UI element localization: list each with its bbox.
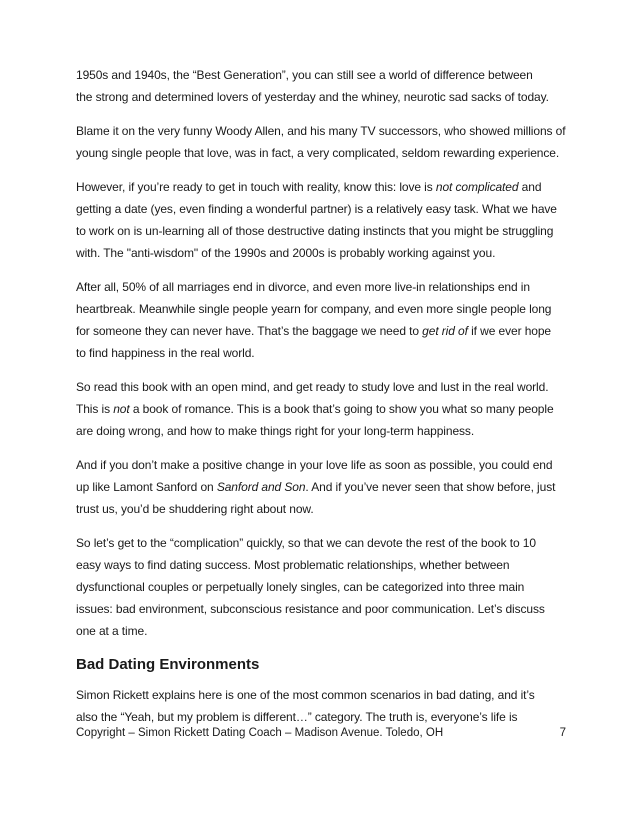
text-run: dysfunctional couples or perpetually lonely singles, can be categorized into three main xyxy=(76,580,525,594)
italic-text: not complicated xyxy=(435,180,519,194)
text-line xyxy=(76,242,566,264)
text-run: So let’s get to the “complication” quickly, so that we can devote the rest of the book to 10 xyxy=(76,536,536,550)
text-run: to work on is un-learning all of those destructive dating instincts that you might be struggling xyxy=(76,224,554,238)
paragraph xyxy=(76,176,566,264)
text-line xyxy=(76,620,566,642)
italic-text: get rid of xyxy=(422,324,468,338)
text-line xyxy=(76,342,566,364)
text-line xyxy=(76,376,566,398)
text-run: easy ways to find dating success. Most problematic relationships, whether between xyxy=(76,558,510,572)
footer-copyright: Copyright – Simon Rickett Dating Coach – Madison Avenue. Toledo, OH xyxy=(76,727,444,739)
text-run: with. The "anti-wisdom" of the 1990s and 2000s is probably working against you. xyxy=(76,246,496,260)
text-run: up like Lamont Sanford on xyxy=(76,480,217,494)
paragraph xyxy=(76,532,566,642)
text-line xyxy=(76,86,566,108)
paragraph-group-after-heading xyxy=(76,684,566,728)
text-run: getting a date (yes, even finding a wonderful partner) is a relatively easy task. What we have xyxy=(76,202,557,216)
text-line xyxy=(76,576,566,598)
text-run: issues: bad environment, subconscious resistance and poor communication. Let’s discuss xyxy=(76,602,545,616)
text-run: 1950s and 1940s, the “Best Generation”, you can still see a world of difference between xyxy=(76,68,533,82)
text-run: one at a time. xyxy=(76,624,148,638)
text-run: heartbreak. Meanwhile single people yearn for company, and even more single people long xyxy=(76,302,552,316)
text-run: a book of romance. This is a book that’s going to show you what so many people xyxy=(129,402,554,416)
paragraph xyxy=(76,120,566,164)
text-run: are doing wrong, and how to make things right for your long-term happiness. xyxy=(76,424,475,438)
text-line xyxy=(76,120,566,142)
text-run: . And if you’ve never seen that show before, just xyxy=(305,480,556,494)
page-number: 7 xyxy=(559,727,566,739)
text-run: So read this book with an open mind, and get ready to study love and lust in the real world. xyxy=(76,380,549,394)
paragraph xyxy=(76,64,566,108)
paragraph xyxy=(76,454,566,520)
text-line xyxy=(76,198,566,220)
text-line xyxy=(76,476,566,498)
text-run: the strong and determined lovers of yesterday and the whiney, neurotic sad sacks of today. xyxy=(76,90,549,104)
text-run: for someone they can never have. That’s the baggage we need to xyxy=(76,324,423,338)
italic-text: Sanford and Son xyxy=(216,480,306,494)
italic-text: not xyxy=(113,402,130,416)
text-run: and xyxy=(518,180,542,194)
text-line xyxy=(76,220,566,242)
text-line xyxy=(76,598,566,620)
text-run: Simon Rickett explains here is one of the most common scenarios in bad dating, and it’s xyxy=(76,688,535,702)
text-run: After all, 50% of all marriages end in divorce, and even more live-in relationships end in xyxy=(76,280,530,294)
text-run: And if you don’t make a positive change in your love life as soon as possible, you could end xyxy=(76,458,553,472)
text-run: Blame it on the very funny Woody Allen, and his many TV successors, who showed millions of xyxy=(76,124,566,138)
text-line xyxy=(76,142,566,164)
text-line xyxy=(76,64,566,86)
text-line xyxy=(76,176,566,198)
section-heading: Bad Dating Environments xyxy=(76,656,260,673)
text-line xyxy=(76,554,566,576)
text-line xyxy=(76,276,566,298)
text-line xyxy=(76,498,566,520)
text-line xyxy=(76,454,566,476)
text-line xyxy=(76,398,566,420)
text-line xyxy=(76,320,566,342)
paragraph xyxy=(76,684,566,728)
paragraph xyxy=(76,276,566,364)
paragraph-group xyxy=(76,64,566,642)
text-run: also the “Yeah, but my problem is different…” category. The truth is, everyone’s life is xyxy=(76,710,518,724)
text-run: to find happiness in the real world. xyxy=(76,346,255,360)
text-line xyxy=(76,298,566,320)
text-line xyxy=(76,684,566,706)
text-line xyxy=(76,706,566,728)
text-run: However, if you’re ready to get in touch with reality, know this: love is xyxy=(76,180,436,194)
text-run: This is xyxy=(76,402,114,416)
paragraph xyxy=(76,376,566,442)
text-line xyxy=(76,420,566,442)
body-content xyxy=(76,64,566,740)
text-line xyxy=(76,532,566,554)
text-run: trust us, you’d be shuddering right about now. xyxy=(76,502,314,516)
text-run: if we ever hope xyxy=(467,324,551,338)
text-run: young single people that love, was in fact, a very complicated, seldom rewarding experience. xyxy=(76,146,560,160)
